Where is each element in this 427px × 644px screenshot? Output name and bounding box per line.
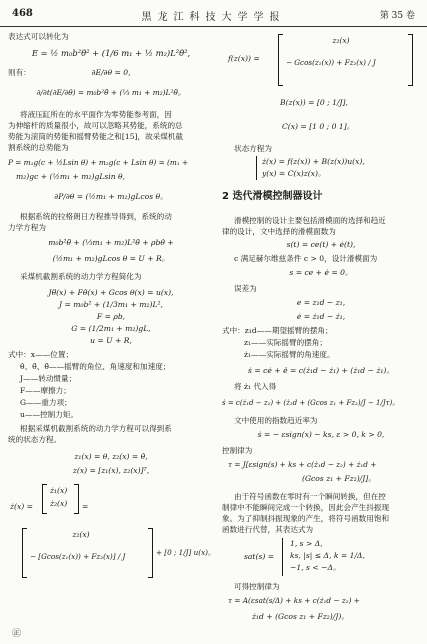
matrix-bracket-right <box>74 484 79 514</box>
paragraph-line: 为伸缩杆的质量很小，故可以忽略其势能，系统的总 <box>8 121 183 130</box>
equation-J: J = m₀b² + (1/3m₁ + m₂)L², <box>59 300 163 309</box>
paragraph-line: 文中使用的指数趋近率为 <box>234 416 318 425</box>
paragraph-line: 制律中不能瞬间完成一个转换，因此会产生抖振现 <box>222 503 390 512</box>
matrix-entry: ż₁(x) <box>50 486 68 495</box>
equation-dynamics-cont: (½m₁ + m₂)gLcos θ = U + R。 <box>52 254 170 263</box>
equation-control-law-cont: (Gcos z₁ + Fz₂)/J]。 <box>302 474 376 483</box>
paragraph-line: 割系统的总势能为 <box>8 143 69 152</box>
paragraph-line: 势能为滚筒的势能和摇臂势能之和[15]，故采煤机截 <box>8 132 184 141</box>
symbol-definition: G——重力项； <box>20 398 72 407</box>
matrix-bracket-left <box>42 484 47 514</box>
equation-dE-dtheta: ∂E/∂θ = 0, <box>91 68 131 77</box>
equation-error-dot: ė = ż₁d − ż₁, <box>296 312 346 321</box>
equation-state-vector: z(x) = [z₁(x), z₂(x)]ᵀ, <box>72 466 150 475</box>
equation-F: F = ρb, <box>96 312 126 321</box>
piecewise-case: 1, s > Δ, <box>290 539 323 548</box>
paragraph-line: 力学方程为 <box>8 223 46 232</box>
paragraph-line: 将 ż₁ 代入得 <box>234 382 277 391</box>
equation-simplified: Jθ̈(x) + Fθ̇(x) + Gcos θ(x) = u(x), <box>48 288 174 297</box>
equation-control-law: τ = J[εsign(s) + ks + c(ż₁d − z₂) + ż₁d + <box>228 460 377 469</box>
equation-zdot-label: ż(x) = <box>10 502 33 511</box>
equation-C: C(x) = [1 0 ; 0 1]。 <box>282 122 355 131</box>
equals-sign: = <box>82 502 89 511</box>
matrix-bracket-right <box>408 34 413 86</box>
symbol-definition: u——控制力矩。 <box>20 410 79 419</box>
equation-sat-label: sat(s) = <box>244 552 275 561</box>
equation-B: B(z(x)) = [0 ; 1/J], <box>280 98 348 107</box>
paragraph-line: 可得控制律为 <box>234 582 280 591</box>
running-header <box>0 0 427 27</box>
paragraph-line: 控制律为 <box>222 446 253 455</box>
equation-surface-zero: s = ce + ė = 0。 <box>289 268 353 277</box>
equation-u: u = U + R, <box>90 336 132 345</box>
piecewise-brace <box>282 538 287 576</box>
matrix-entry: z₂(x) <box>332 36 350 45</box>
paragraph-line: 由于符号函数在零时有一个瞬间转换，但在控 <box>234 492 386 501</box>
equation-G: G = (1/2m₁ + m₂)gL, <box>71 324 151 333</box>
paragraph-line: 象。为了抑制抖振现象的产生，将符号函数用饱和 <box>222 514 390 523</box>
equation-potential-energy: P = m₁g(c + ½Lsin θ) + m₂g(c + Lsin θ) = (m₁ + <box>8 158 189 167</box>
paragraph-line: 根据系统的拉格朗日方程推导得到，系统的动 <box>20 212 172 221</box>
paragraph-line: 将液压缸所在的水平面作为零势能参考面，因 <box>20 110 172 119</box>
symbol-definition: ż₁——实际摇臂的角速度。 <box>244 350 335 359</box>
equation-dynamics: m₀b²θ̈ + (⅓m₁ + m₂)L²θ̈ + ρbθ̇ + <box>48 238 174 247</box>
equation-output: y(x) = C(x)z(x)。 <box>262 169 326 178</box>
paragraph-line: 根据采煤机截割系统的动力学方程可以得到系 <box>20 424 172 433</box>
matrix-input-term: + [0 ; 1/J] u(x)。 <box>156 548 216 557</box>
matrix-entry: − Gcos(z₁(x)) + Fz₂(x) / J <box>286 58 376 67</box>
equation-final-control-law-cont: ż₁d + (Gcos z₁ + Fz₂)/J)。 <box>252 612 349 621</box>
equation-error: e = z₁d − z₁, <box>296 298 346 307</box>
equation-s-dot-sub: ṡ = c(ż₁d − z₂) + (ż₁d + (Gcos z₁ + Fz₂)/J − 1/Jτ)。 <box>222 399 400 407</box>
paragraph-line: c 满足赫尔维兹条件 c > 0，设计滑模面为 <box>234 254 378 263</box>
paragraph-line: 状态方程为 <box>234 144 272 153</box>
paragraph-line: 统的状态方程。 <box>8 435 62 444</box>
paragraph-line: 表达式可以转化为 <box>8 32 69 41</box>
piecewise-case: −1, s < −Δ。 <box>290 563 341 572</box>
system-brace <box>256 156 261 180</box>
equation-state: ż(x) = f(z(x)) + B(z(x))u(x), <box>262 157 365 166</box>
equation-potential-energy-cont: m₂)gc + (½m₁ + m₂)gLsin θ, <box>16 172 125 181</box>
matrix-bracket-right <box>148 528 153 578</box>
symbol-definition: F——摩擦力； <box>20 386 71 395</box>
equation-s-dot: ṡ = cė + ë = c(ż₁d − ż₁) + (ż₁d − ż₁)。 <box>248 366 394 375</box>
equation-dP-dtheta: ∂P/∂θ = (½m₁ + m₂)gLcos θ。 <box>54 192 168 201</box>
equation-dE-dt: ∂/∂t(∂E/∂θ̇) = m₀b²θ̈ + (⅓ m₁ + m₂)L²θ̈。 <box>36 88 186 97</box>
scan-mark-icon: ㊣ <box>12 629 22 639</box>
paragraph-line: 滑模控制的设计主要包括滑模面的选择和趋近 <box>234 216 386 225</box>
symbol-definition: θ̇、θ̈、θ̈——摇臂的角位、角速度和加速度； <box>20 362 171 371</box>
matrix-entry: − [Gcos(z₁(x)) + Fz₂(x)] / J <box>30 552 126 561</box>
equation-f-label: f(z(x)) = <box>228 54 260 63</box>
paragraph-line: 采煤机截割系统的动力学方程简化为 <box>20 272 142 281</box>
symbol-definition: 式中：x——位置； <box>8 350 74 359</box>
paragraph-line: 律的设计，文中选择的滑模面数为 <box>222 227 336 236</box>
symbol-definition: J——转动惯量； <box>20 374 77 383</box>
piecewise-case: ks, |s| ≤ Δ, k = 1/Δ, <box>290 551 365 560</box>
paragraph-line: 则有： <box>8 68 31 77</box>
equation-sliding-surface: s(t) = ce(t) + ė(t), <box>286 240 356 249</box>
paragraph-line: 误差为 <box>234 284 257 293</box>
equation-state-vars: z₁(x) = θ, z₂(x) = θ̇, <box>74 452 148 461</box>
section-heading: 2 迭代滑模控制器设计 <box>222 191 323 202</box>
symbol-definition: z₁——实际摇臂的摆角； <box>244 338 327 347</box>
matrix-entry: z₂(x) <box>72 530 90 539</box>
equation-kinetic-energy: E = ½ m₀b²θ̇² + (1/6 m₁ + ½ m₂)L²θ̇², <box>31 48 191 58</box>
journal-title: 黑龙江科技大学学报 <box>141 12 286 23</box>
paragraph-line: 函数进行代替，其表达式为 <box>222 525 314 534</box>
symbol-definition: 式中：z₁d——期望摇臂的摆角； <box>222 326 333 335</box>
matrix-entry: ż₂(x) <box>50 499 68 508</box>
equation-reaching-law: ṡ = − εsign(x) − ks, ε > 0, k > 0, <box>257 430 385 439</box>
page-number: 468 <box>12 8 33 19</box>
equation-final-control-law: τ = A(εsat(s/Δ) + ks + c(ż₁d − z₂) + <box>228 596 360 605</box>
volume-label: 第 35 卷 <box>379 11 415 21</box>
